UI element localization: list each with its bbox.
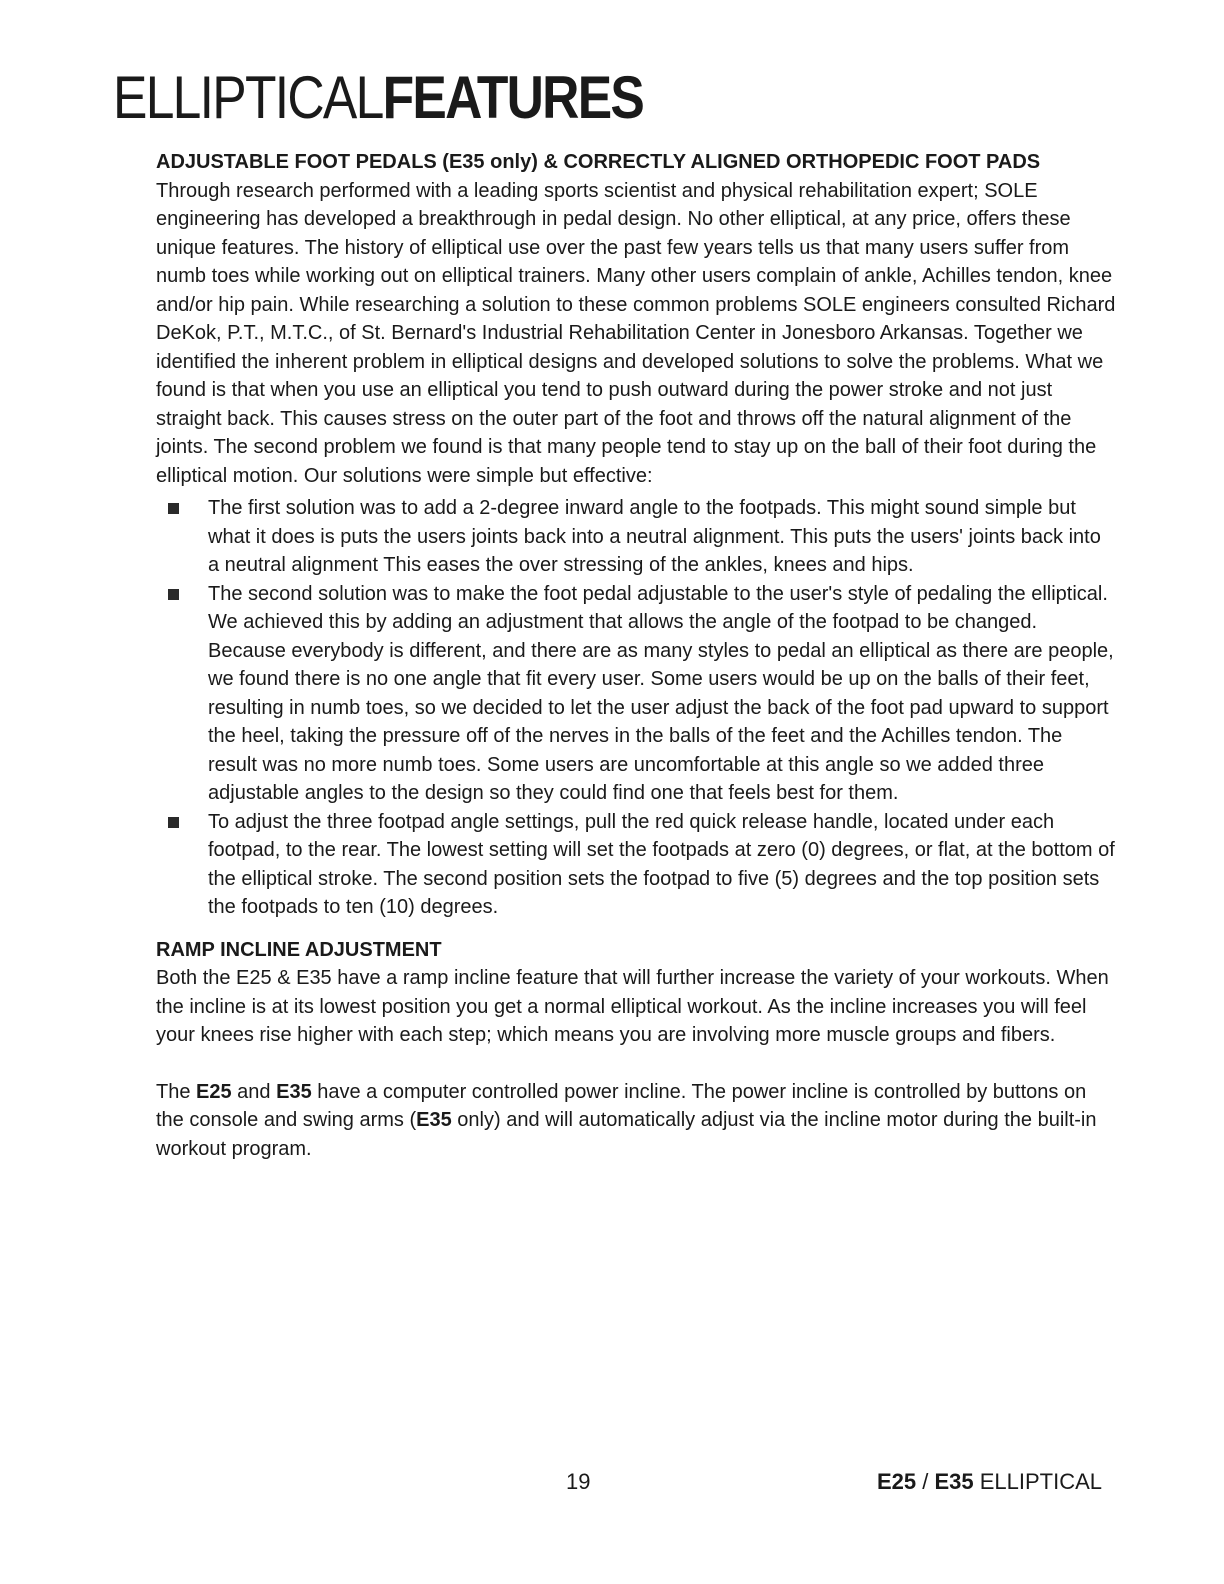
text-run: only) and will automatically adjust via the incline motor during the built-in workout program. [156,1109,1097,1160]
section-ramp-incline [156,936,1116,1164]
text-run: have a computer controlled power incline. The power incline is controlled by buttons on the console and swing arms ( [156,1080,1087,1131]
text-run: The [156,1080,197,1103]
list-item-text: The first solution was to add a 2-degree inward angle to the footpads. This might sound simple but what it does is puts the users joints back into a neutral alignment. This puts the users' joints back into a neutral alignment This eases the over stressing of the ankles, knees and hips. [208,497,1101,576]
square-bullet-icon [168,503,179,514]
section-adjustable-foot-pedals [156,148,1116,922]
square-bullet-icon [168,817,179,828]
text-run: and [231,1080,277,1103]
page-title [113,62,643,134]
model-name: E25 [876,1469,917,1494]
intro-paragraph: Through research performed with a leading sports scientist and physical rehabilitation expert; SOLE engineering has developed a breakthrough in pedal design. No other elliptical, at any price, offers these unique features. The history of elliptical use over the past few years tells us that many users suffer from numb toes while working out on elliptical trainers. Many other users complain of ankle, Achilles tendon, knee and/or hip pain. While researching a solution to these common problems SOLE engineers consulted Richard DeKok, P.T., M.T.C., of St. Bernard's Industrial Rehabilitation Center in Jonesboro Arkansas. Together we identified the inherent problem in elliptical designs and developed solutions to solve the problems. What we found is that when you use an elliptical you tend to push outward during the power stroke and not just straight back. This causes stress on the outer part of the foot and throws off the natural alignment of the joints. The second problem we found is that many people tend to stay up on the ball of their foot during the elliptical motion. Our solutions were simple but effective: [156,179,1116,487]
separator: / [916,1469,935,1494]
title-bold: FEATURES [382,64,644,131]
footer-product-name [877,1468,1102,1496]
section-heading-ramp-incline: RAMP INCLINE ADJUSTMENT [156,938,442,961]
page-number: 19 [566,1469,591,1494]
product-label: ELLIPTICAL [973,1469,1102,1494]
model-name: E35 [416,1109,452,1131]
list-item [156,494,1116,580]
solutions-list [156,494,1116,922]
power-incline-paragraph [156,1078,1116,1164]
list-item [156,580,1116,808]
model-name: E25 [196,1080,232,1103]
model-name: E35 [276,1080,312,1103]
section-heading-foot-pedals: ADJUSTABLE FOOT PEDALS (E35 only) & CORRECTLY ALIGNED ORTHOPEDIC FOOT PADS [156,151,1041,173]
square-bullet-icon [168,589,179,600]
list-item-text: To adjust the three footpad angle settings, pull the red quick release handle, located under each footpad, to the rear. The lowest setting will set the footpads at zero (0) degrees, or flat, at the bottom of the elliptical stroke. The second position sets the footpad to five (5) degrees and the top position sets the footpads to ten (10) degrees. [208,810,1115,918]
list-item [156,808,1116,922]
paragraph-spacer [156,1050,1116,1078]
content [156,148,1116,1163]
list-item-text: The second solution was to make the foot pedal adjustable to the user's style of pedaling the elliptical. We achieved this by adding an adjustment that allows the angle of the footpad to be changed. Because everybody is different, and there are as many styles to pedal an elliptical as there are people, we found there is no one angle that fit every user. Some users would be up on the balls of their feet, resulting in numb toes, so we decided to let the user adjust the back of the foot pad upward to support the heel, taking the pressure off of the nerves in the balls of the feet and the Achilles tendon. The result was no more numb toes. Some users are uncomfortable at this angle so we added three adjustable angles to the design so they could find one that feels best for them. [208,582,1114,804]
title-light: ELLIPTICAL [113,64,383,131]
ramp-paragraph: Both the E25 & E35 have a ramp incline feature that will further increase the variety of your workouts. When the incline is at its lowest position you get a normal elliptical workout. As the incline increases you will feel your knees rise higher with each step; which means you are involving more muscle groups and fibers. [156,967,1109,1046]
model-name: E35 [934,1469,974,1494]
